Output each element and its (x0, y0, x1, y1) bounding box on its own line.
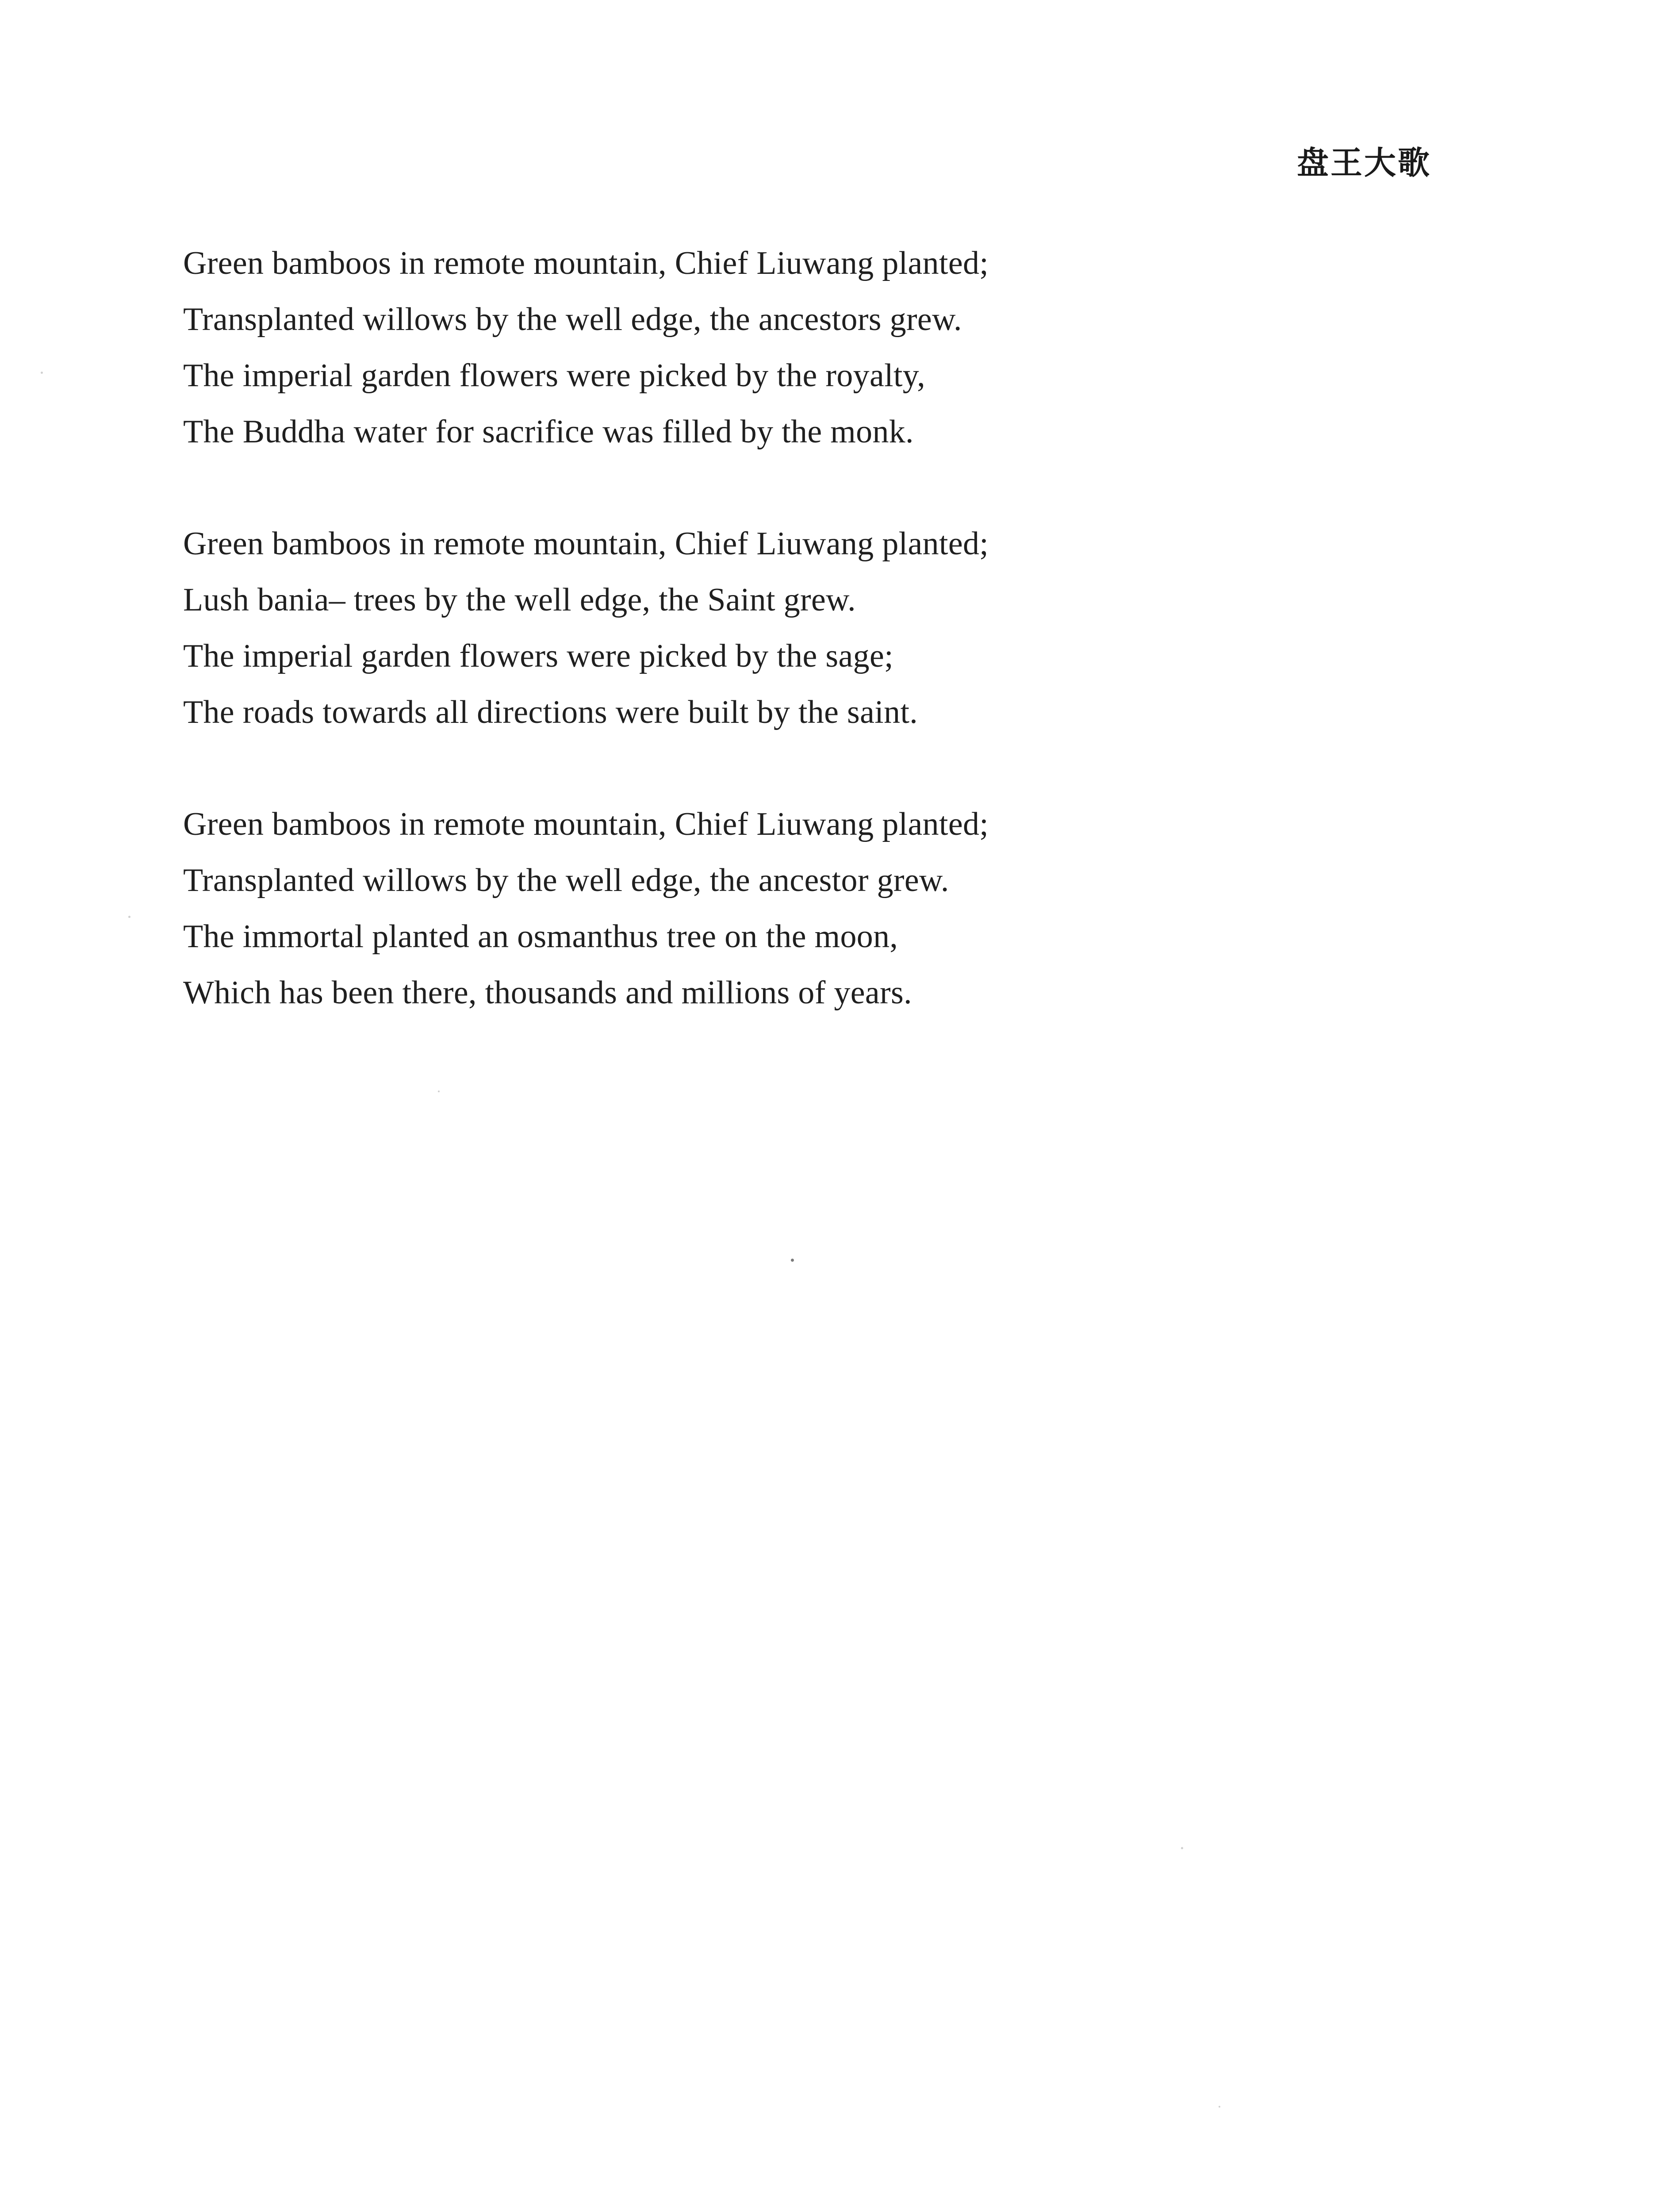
scan-speck (128, 916, 130, 918)
scan-speck (1181, 1847, 1183, 1849)
poem-line: Transplanted willows by the well edge, the ancestors grew. (183, 301, 962, 338)
poem-line: Lush bania– trees by the well edge, the Saint grew. (183, 582, 856, 618)
poem-line: Transplanted willows by the well edge, the ancestor grew. (183, 862, 949, 899)
poem-line: Green bamboos in remote mountain, Chief Liuwang planted; (183, 526, 989, 562)
poem-line: Green bamboos in remote mountain, Chief Liuwang planted; (183, 806, 989, 842)
scan-speck (1219, 2106, 1220, 2108)
stanza-1 (183, 235, 1422, 460)
poem-line: The Buddha water for sacrifice was filled by the monk. (183, 414, 914, 450)
running-header-title: 盘王大歌 (1296, 144, 1431, 181)
poem-line: The immortal planted an osmanthus tree on the moon, (183, 918, 898, 955)
scan-speck (438, 1091, 440, 1092)
stanza-2 (183, 516, 1422, 741)
poem-line: Which has been there, thousands and millions of years. (183, 975, 912, 1011)
poem-body (183, 235, 1422, 1077)
poem-line: The roads towards all directions were built by the saint. (183, 694, 918, 730)
poem-line: The imperial garden flowers were picked by the royalty, (183, 357, 926, 394)
poem-line: Green bamboos in remote mountain, Chief Liuwang planted; (183, 245, 989, 281)
stanza-3 (183, 796, 1422, 1021)
scan-speck (791, 1259, 794, 1262)
scan-speck (41, 372, 43, 374)
poem-line: The imperial garden flowers were picked by the sage; (183, 638, 893, 674)
